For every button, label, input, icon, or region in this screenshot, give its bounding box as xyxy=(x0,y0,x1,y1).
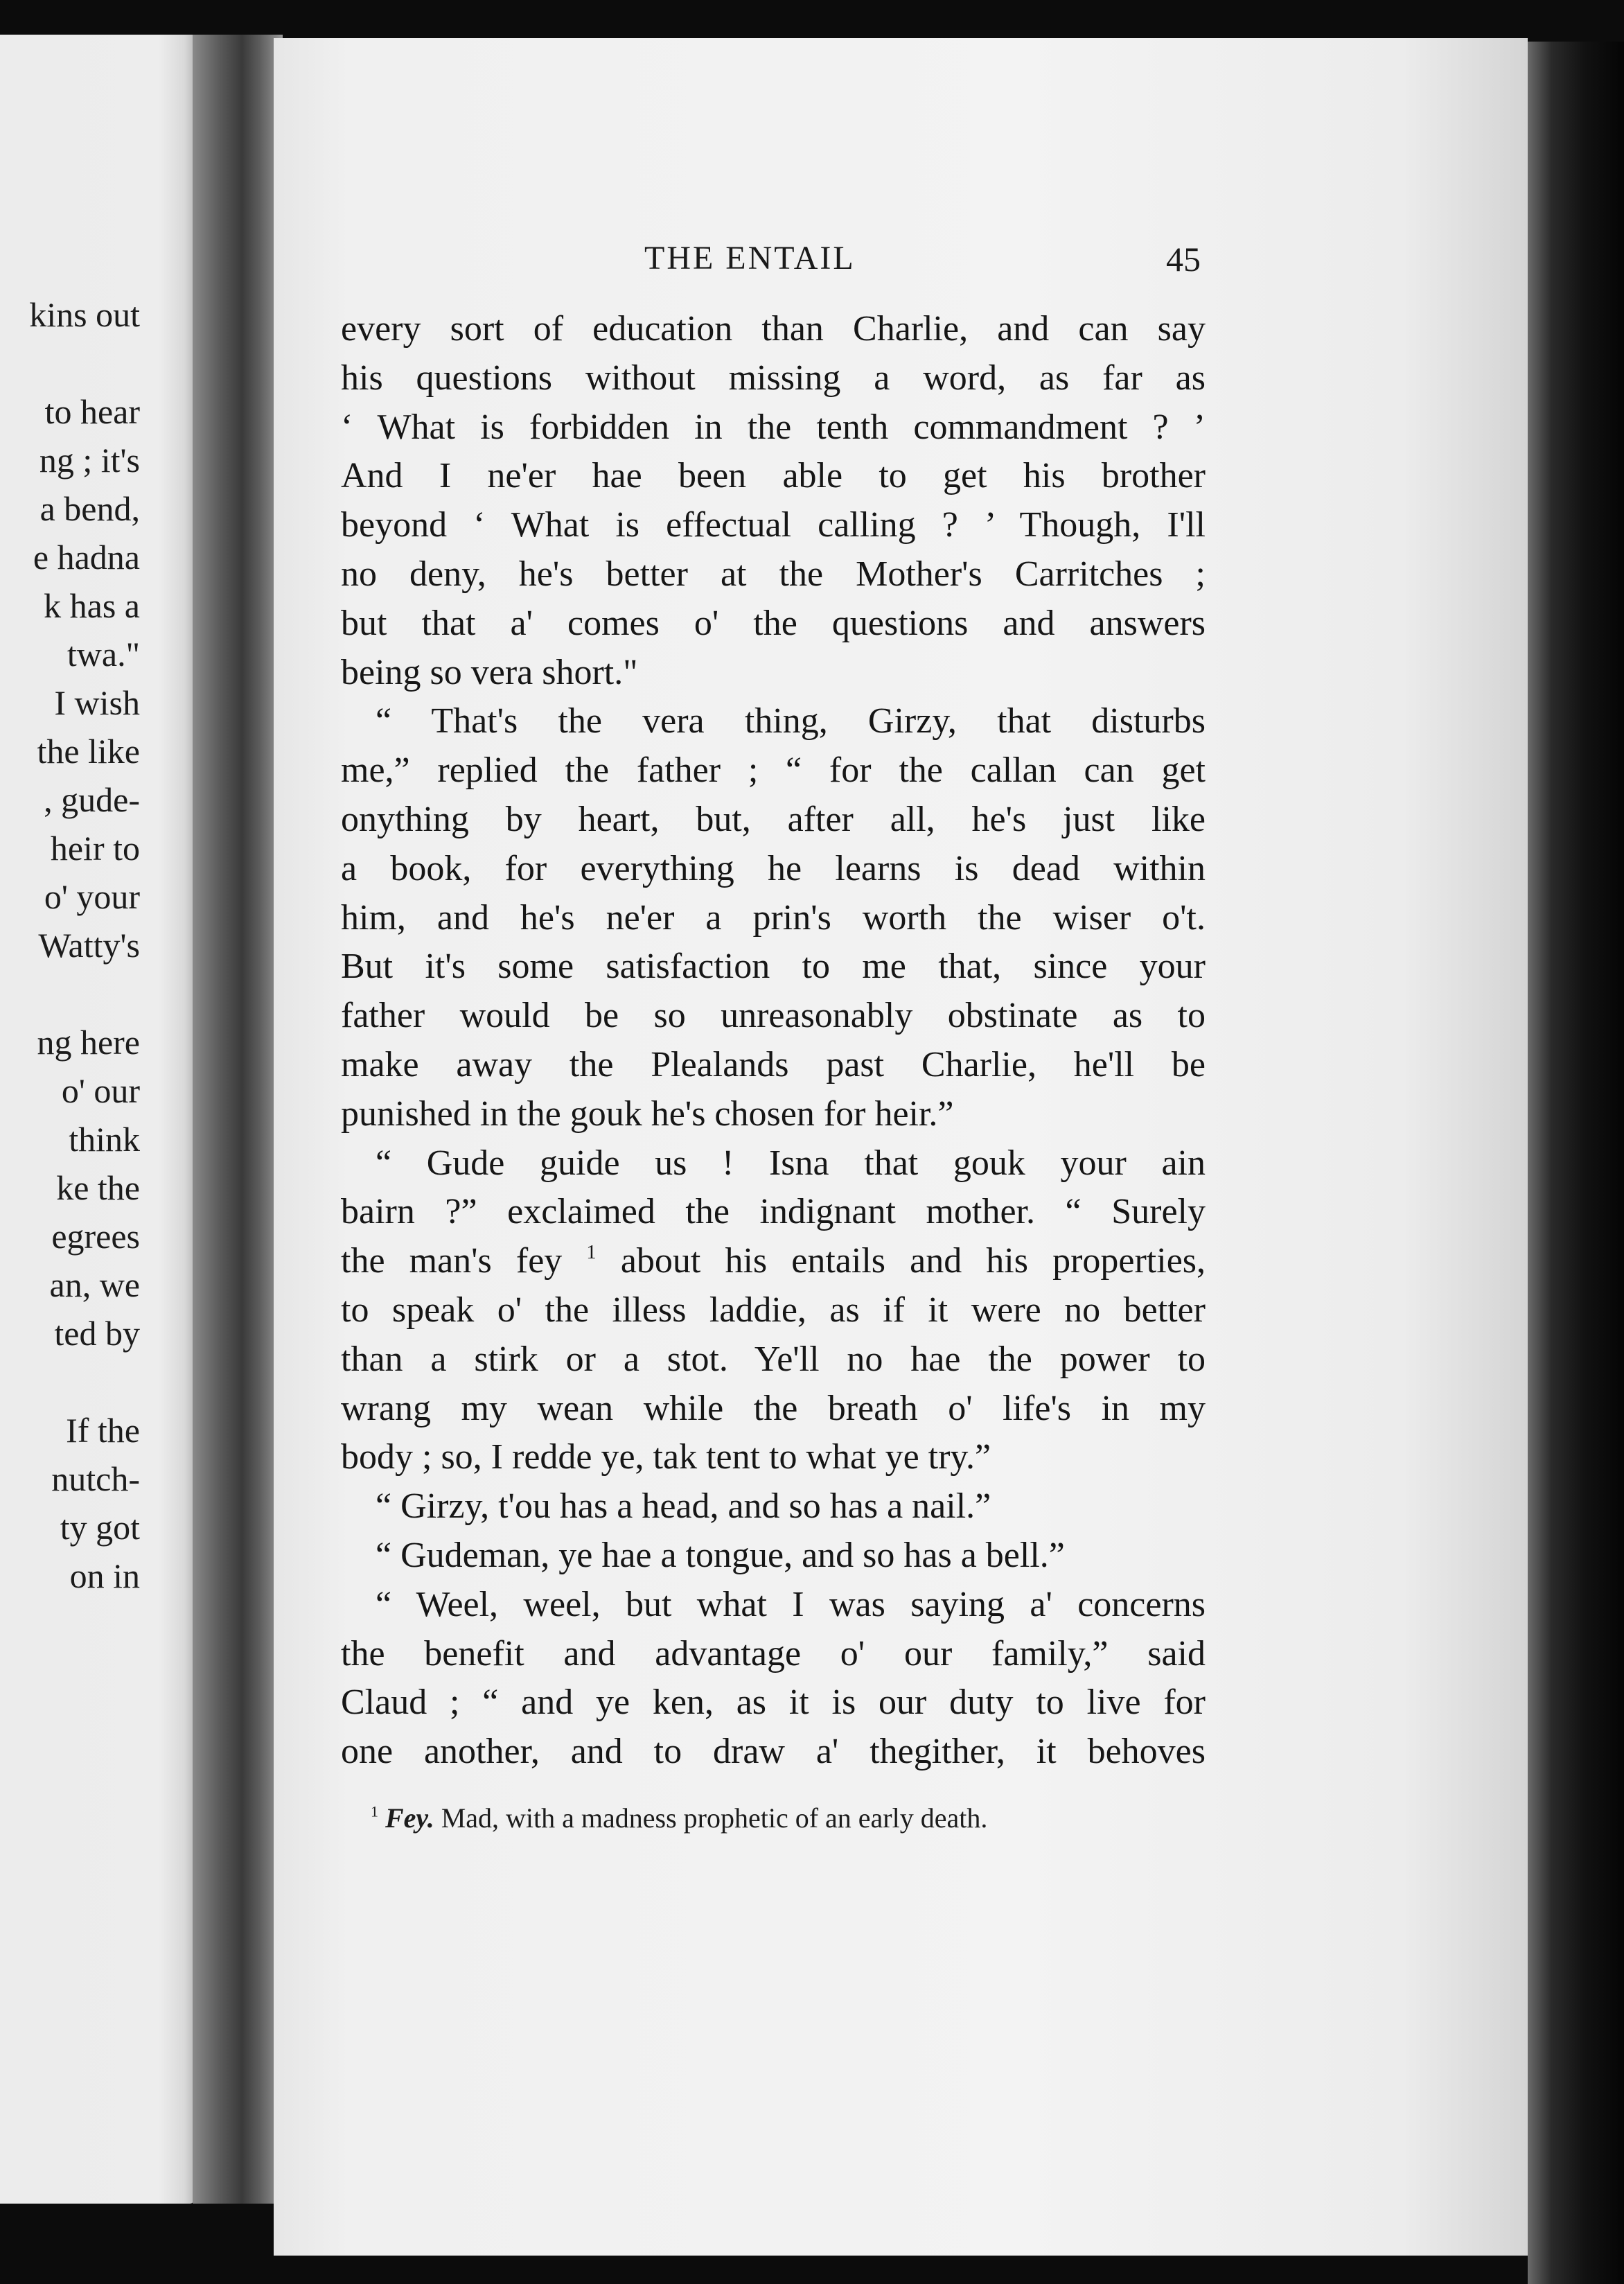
left-page-line: a bend, xyxy=(39,489,140,528)
text-line: “ Weel, weel, but what I was saying a' concerns xyxy=(376,1584,1206,1624)
left-page-line: think xyxy=(69,1120,140,1159)
left-page-line: egrees xyxy=(51,1217,140,1256)
text-line: bairn ?” exclaimed the indignant mother. “ Surely xyxy=(341,1192,1206,1232)
text-line: father would be so unreasonably obstinate as to xyxy=(341,996,1206,1036)
text-line: wrang my wean while the breath o' life's in my xyxy=(341,1388,1206,1428)
text-line: make away the Plealands past Charlie, he'll be xyxy=(341,1044,1206,1084)
left-page-line: the like xyxy=(37,732,140,771)
text-line: every sort of education than Charlie, and can say xyxy=(341,309,1206,349)
text-line: body ; so, I redde ye, tak tent to what ye try.” xyxy=(341,1437,991,1477)
left-page-line: kins out xyxy=(29,295,140,334)
text-line: “ Gude guide us ! Isna that gouk your ain xyxy=(376,1143,1206,1183)
left-page-line: If the xyxy=(66,1411,140,1450)
body-text xyxy=(341,305,1206,1777)
footnote-definition: Mad, with a madness prophetic of an early death. xyxy=(441,1802,988,1834)
footnote-term: Fey. xyxy=(385,1802,434,1834)
left-page-line: nutch- xyxy=(51,1459,140,1498)
text-line: him, and he's ne'er a prin's worth the wiser o't. xyxy=(341,897,1206,938)
text-fragment: about his entails and his properties, xyxy=(620,1241,1206,1281)
left-page-line: , gude- xyxy=(44,780,140,819)
text-line: ‘ What is forbidden in the tenth commandment ? ’ xyxy=(341,407,1206,447)
footnote-marker: 1 xyxy=(586,1242,597,1264)
text-line: “ Girzy, t'ou has a head, and so has a nail.” xyxy=(376,1486,991,1527)
text-line: no deny, he's better at the Mother's Carritches ; xyxy=(341,554,1206,594)
left-page-line: o' your xyxy=(44,877,140,916)
left-page-line: k has a xyxy=(44,586,140,625)
text-line: being so vera short." xyxy=(341,652,638,692)
footnote xyxy=(371,1802,987,1834)
text-line: than a stirk or a stot. Ye'll no hae the power to xyxy=(341,1339,1206,1379)
text-line: me,” replied the father ; “ for the callan can get xyxy=(341,750,1206,791)
left-page-line: I wish xyxy=(54,683,140,722)
left-page-line: on in xyxy=(69,1556,140,1595)
text-line: “ That's the vera thing, Girzy, that disturbs xyxy=(376,701,1206,741)
left-page-line: an, we xyxy=(49,1265,140,1304)
left-page-line: twa." xyxy=(67,635,140,674)
text-fragment: the man's fey xyxy=(341,1241,563,1281)
text-line: beyond ‘ What is effectual calling ? ’ Though, I'll xyxy=(341,505,1206,545)
text-line: his questions without missing a word, as far as xyxy=(341,358,1206,398)
left-page-fragment xyxy=(0,35,194,2204)
text-line: “ Gudeman, ye hae a tongue, and so has a bell.” xyxy=(376,1535,1065,1575)
left-page-line: o' our xyxy=(61,1071,140,1110)
left-page-line: e hadna xyxy=(33,538,140,577)
text-line: one another, and to draw a' thegither, it behoves xyxy=(341,1732,1206,1772)
text-line: the benefit and advantage o' our family,” said xyxy=(341,1633,1206,1674)
page-number: 45 xyxy=(1166,240,1201,279)
text-line: to speak o' the illess laddie, as if it were no better xyxy=(341,1290,1206,1330)
left-page-line: to hear xyxy=(44,392,140,431)
left-page-line: ted by xyxy=(54,1314,140,1353)
left-page-line: ke the xyxy=(56,1168,140,1207)
text-line: punished in the gouk he's chosen for heir.” xyxy=(341,1093,954,1134)
text-line-with-footnote xyxy=(341,1237,1206,1286)
text-line: And I ne'er hae been able to get his brother xyxy=(341,456,1206,496)
text-line: a book, for everything he learns is dead within xyxy=(341,848,1206,888)
book-gutter xyxy=(193,35,283,2204)
book-page-edge xyxy=(1528,42,1624,2284)
left-page-line: ty got xyxy=(60,1508,140,1547)
footnote-number: 1 xyxy=(371,1802,378,1820)
text-line: Claud ; “ and ye ken, as it is our duty to live for xyxy=(341,1683,1206,1723)
text-line: But it's some satisfaction to me that, since your xyxy=(341,947,1206,987)
left-page-line: Watty's xyxy=(38,926,140,965)
text-line: but that a' comes o' the questions and answers xyxy=(341,603,1206,643)
left-page-line: ng ; it's xyxy=(39,441,140,480)
text-line: onything by heart, but, after all, he's just like xyxy=(341,799,1206,839)
running-title: THE ENTAIL xyxy=(644,240,856,276)
left-page-line: ng here xyxy=(37,1023,140,1062)
left-page-line: heir to xyxy=(50,829,140,868)
